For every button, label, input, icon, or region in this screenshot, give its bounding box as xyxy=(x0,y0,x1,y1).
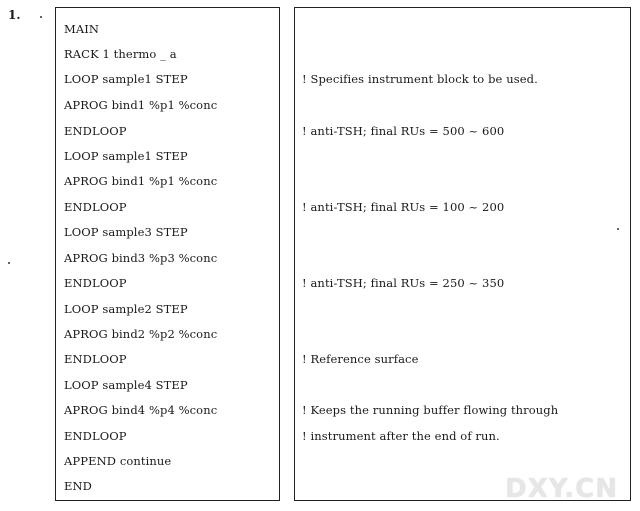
code-line: END xyxy=(64,479,92,493)
code-line: ENDLOOP xyxy=(64,200,127,214)
comment-line: ! Keeps the running buffer flowing through xyxy=(302,403,559,417)
comment-line: ! anti-TSH; final RUs = 250 ~ 350 xyxy=(302,276,505,290)
scan-speck xyxy=(40,16,42,18)
comment-line: ! instrument after the end of run. xyxy=(302,429,500,443)
comment-line: ! anti-TSH; final RUs = 100 ~ 200 xyxy=(302,200,505,214)
comment-line: ! Specifies instrument block to be used. xyxy=(302,72,538,86)
code-line: APROG bind2 %p2 %conc xyxy=(64,327,218,341)
code-line: APPEND continue xyxy=(64,454,172,468)
watermark: DXY.CN xyxy=(505,474,618,504)
code-line: ENDLOOP xyxy=(64,352,127,366)
code-line: APROG bind3 %p3 %conc xyxy=(64,251,218,265)
code-line: MAIN xyxy=(64,22,100,36)
code-line: APROG bind1 %p1 %conc xyxy=(64,174,218,188)
scan-speck xyxy=(8,262,10,264)
item-number: 1. xyxy=(8,8,21,22)
code-line: LOOP sample4 STEP xyxy=(64,378,188,392)
code-line: APROG bind1 %p1 %conc xyxy=(64,98,218,112)
comment-line: ! Reference surface xyxy=(302,352,419,366)
code-line: LOOP sample3 STEP xyxy=(64,225,188,239)
code-line: LOOP sample2 STEP xyxy=(64,302,188,316)
code-line: ENDLOOP xyxy=(64,124,127,138)
code-line: LOOP sample1 STEP xyxy=(64,72,188,86)
code-line: ENDLOOP xyxy=(64,276,127,290)
code-line: LOOP sample1 STEP xyxy=(64,149,188,163)
code-line: APROG bind4 %p4 %conc xyxy=(64,403,218,417)
code-line: ENDLOOP xyxy=(64,429,127,443)
comments-panel xyxy=(294,7,631,501)
code-line: RACK 1 thermo _ a xyxy=(64,47,177,61)
code-panel xyxy=(55,7,280,501)
comment-line: ! anti-TSH; final RUs = 500 ~ 600 xyxy=(302,124,505,138)
